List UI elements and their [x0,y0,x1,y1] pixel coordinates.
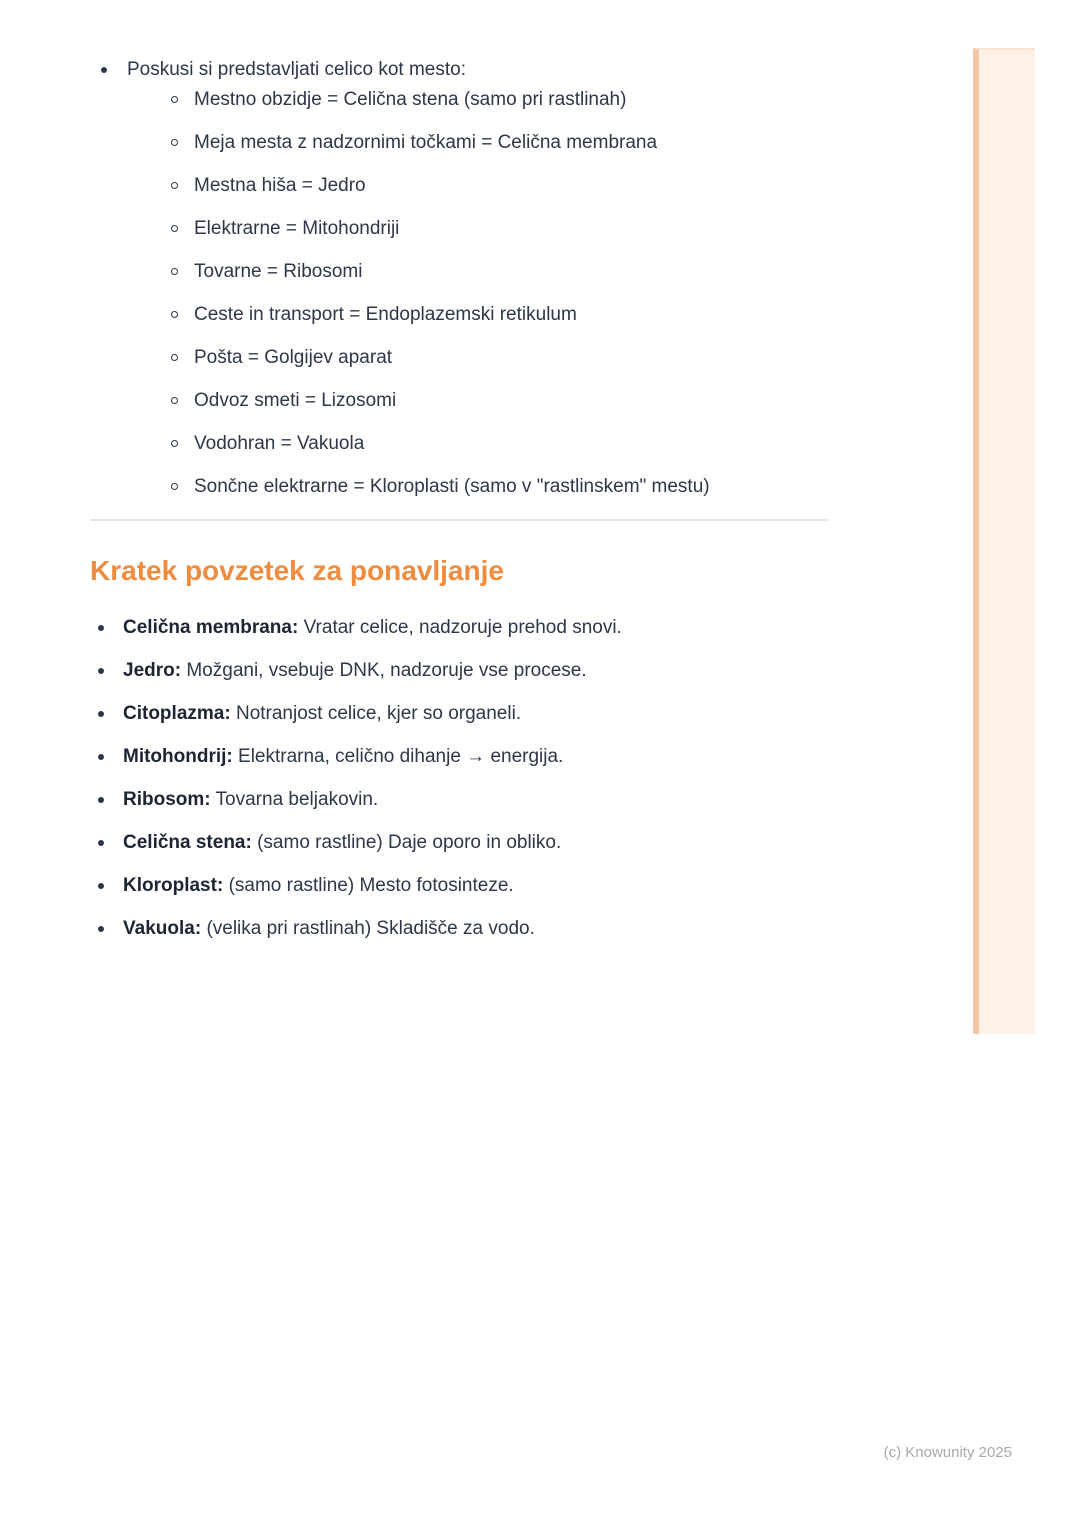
list-item [90,916,830,942]
list-item [90,873,830,899]
note-content [90,57,830,959]
list-item: Sončne elektrarne = Kloroplasti (samo v "rastlinskem" mestu) [167,474,830,500]
term-label: Celična membrana: [123,617,299,638]
list-item [90,787,830,813]
list-item: Pošta = Golgijev aparat [167,345,830,371]
term-label: Ribosom: [123,789,211,810]
term-label: Vakuola: [123,918,202,939]
analogy-intro: Poskusi si predstavljati celico kot mesto: [127,59,466,80]
term-description: (samo rastline) Daje oporo in obliko. [257,832,562,853]
list-item [90,615,830,641]
term-description: Možgani, vsebuje DNK, nadzoruje vse procese. [186,660,587,681]
term-description: (samo rastline) Mesto fotosinteze. [228,875,514,896]
list-item: Meja mesta z nadzornimi točkami = Celična membrana [167,130,830,156]
list-item: Mestno obzidje = Celična stena (samo pri rastlinah) [167,87,830,113]
section-divider [90,519,828,521]
copyright-footer: (c) Knowunity 2025 [883,1444,1012,1461]
term-description: Vratar celice, nadzoruje prehod snovi. [303,617,622,638]
term-label: Celična stena: [123,832,252,853]
term-description: Notranjost celice, kjer so organeli. [235,703,522,724]
list-item: Elektrarne = Mitohondriji [167,216,830,242]
term-description: Elektrarna, celično dihanje → energija. [238,746,564,767]
list-item [90,57,830,500]
term-label: Citoplazma: [123,703,231,724]
term-label: Jedro: [123,660,182,681]
term-label: Kloroplast: [123,875,224,896]
list-item [90,658,830,684]
list-item [90,830,830,856]
summary-list [90,615,830,942]
term-description: Tovarna beljakovin. [215,789,379,810]
analogy-list [90,57,830,500]
list-item [90,701,830,727]
list-item: Mestna hiša = Jedro [167,173,830,199]
analogy-sublist [167,87,830,500]
term-label: Mitohondrij: [123,746,233,767]
list-item [90,744,830,770]
term-description: (velika pri rastlinah) Skladišče za vodo. [206,918,535,939]
list-item: Vodohran = Vakuola [167,431,830,457]
list-item: Ceste in transport = Endoplazemski retikulum [167,302,830,328]
decorative-stripe [973,48,1035,1034]
list-item: Odvoz smeti = Lizosomi [167,388,830,414]
list-item: Tovarne = Ribosomi [167,259,830,285]
section-heading: Kratek povzetek za ponavljanje [90,555,504,586]
